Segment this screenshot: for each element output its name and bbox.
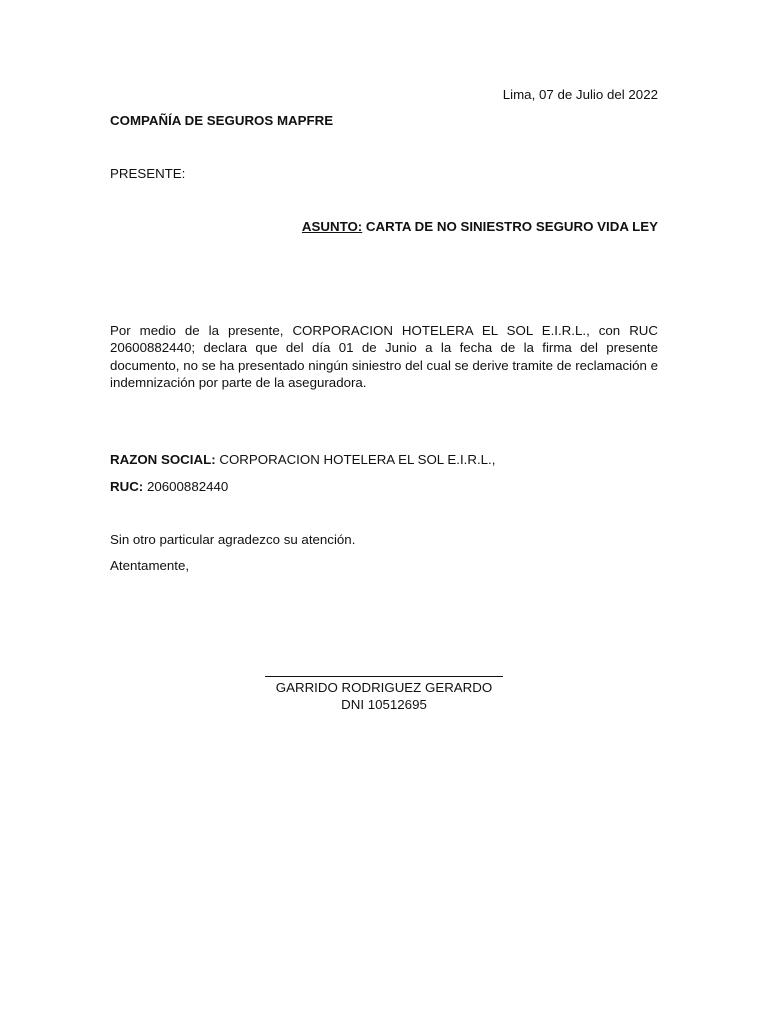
subject-text: CARTA DE NO SINIESTRO SEGURO VIDA LEY (362, 219, 658, 234)
letter-date: Lima, 07 de Julio del 2022 (502, 87, 658, 102)
subject-label: ASUNTO: (301, 219, 363, 234)
letter-body: Por medio de la presente, CORPORACION HOTELERA EL SOL E.I.R.L., con RUC 20600882440; declara que del día 01 de Junio a la fecha de la firma del presente documento, no se ha presentado ningún siniestro del cual se derive tramite de reclamación e indemnización por parte de la aseguradora. (110, 323, 658, 390)
ruc-label: RUC: (110, 479, 144, 494)
ruc-value: 20600882440 (143, 479, 229, 494)
salutation: PRESENTE: (110, 166, 186, 181)
regards: Atentamente, (110, 558, 190, 573)
company-value: CORPORACION HOTELERA EL SOL E.I.R.L., (215, 452, 496, 467)
company-name-line (110, 451, 495, 468)
subject-line (302, 218, 658, 235)
ruc-line (110, 478, 228, 495)
company-label: RAZON SOCIAL: (110, 452, 216, 467)
signature-line (265, 676, 503, 677)
signer-id: DNI 10512695 (341, 697, 427, 712)
closing-sentence: Sin otro particular agradezco su atención. (110, 532, 356, 547)
signer-name: GARRIDO RODRIGUEZ GERARDO (275, 680, 493, 695)
addressee: COMPAÑÍA DE SEGUROS MAPFRE (110, 113, 334, 128)
